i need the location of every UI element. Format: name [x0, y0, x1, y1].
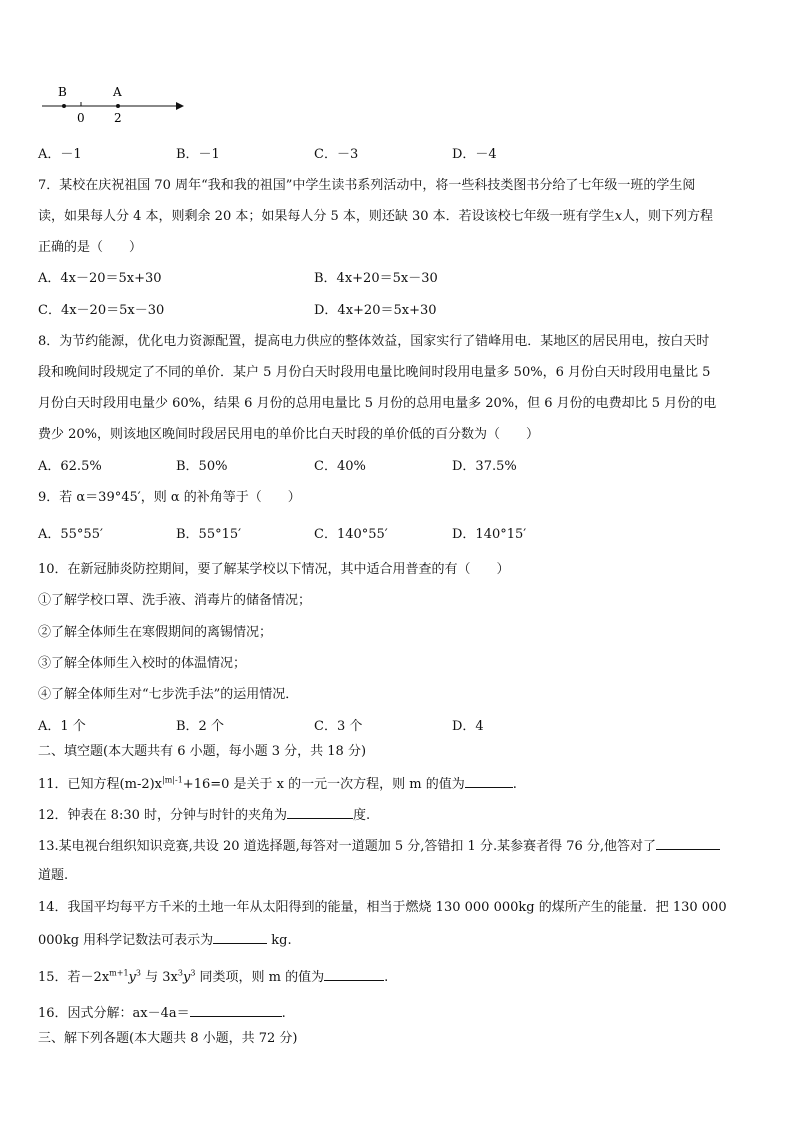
q11-stem	[38, 774, 758, 794]
q10-option-a: A．1 个	[38, 719, 86, 734]
q14-answer-blank[interactable]	[213, 930, 267, 944]
q14-stem-line-2	[38, 930, 758, 950]
q16-text: 16．因式分解：ax－4a＝	[38, 1006, 190, 1021]
q7-stem-text: 读，如果每人分 4 本，则剩余 20 本；如果每人分 5 本，则还缺 30 本．若设该校七年级一班有学生	[38, 209, 615, 224]
number-line-arrow-icon	[176, 102, 184, 110]
q6-option-d: D．－4	[452, 147, 497, 162]
q11-answer-blank[interactable]	[465, 774, 513, 788]
q7-stem-line-2	[38, 208, 758, 226]
q14-text: 000kg 用科学记数法可表示为	[38, 933, 214, 948]
q6-option-a: A．－1	[38, 147, 82, 162]
q7-stem-line-1: 7．某校在庆祝祖国 70 周年“我和我的祖国”中学生读书系列活动中，将一些科技类图书分给了七年级一班的学生阅	[38, 178, 696, 193]
q11-text: 11．已知方程(m-2)x	[38, 777, 163, 792]
q10-option-d: D．4	[452, 719, 484, 734]
q16-answer-blank[interactable]	[190, 1003, 282, 1017]
q11-end: .	[512, 777, 517, 792]
tick-zero-label: 0	[77, 111, 85, 125]
point-a	[116, 104, 120, 108]
q13-answer-blank[interactable]	[656, 836, 720, 850]
point-a-label: A	[113, 85, 122, 99]
q8-option-a: A．62.5%	[38, 459, 102, 474]
q15-exp-1: m+1	[109, 968, 129, 978]
q7-option-c: C．4x－20＝5x－30	[38, 303, 165, 318]
q15-mid: 与 3x	[141, 970, 178, 985]
q14-end: kg.	[267, 933, 292, 948]
q10-item-4: ④了解全体师生对“七步洗手法”的运用情况．	[38, 687, 299, 702]
q10-option-c: C．3 个	[314, 719, 363, 734]
q9-stem: 9．若 α＝39°45′，则 α 的补角等于（ ）	[38, 490, 301, 505]
q16-end: .	[281, 1006, 286, 1021]
q8-stem-line-1: 8．为节约能源，优化电力资源配置，提高电力供应的整体效益，国家实行了错峰用电．某地区的居民用电，按白天时	[38, 334, 710, 349]
q13-stem-line-2: 道题.	[38, 868, 69, 883]
section-2-heading: 二、填空题(本大题共有 6 小题，每小题 3 分，共 18 分)	[38, 744, 367, 759]
q11-exponent: |m|-1	[162, 775, 183, 785]
q15-stem	[38, 967, 758, 987]
number-line-figure	[38, 82, 188, 126]
q10-item-3: ③了解全体师生入校时的体温情况；	[38, 656, 247, 671]
q10-item-2: ②了解全体师生在寒假期间的离锡情况；	[38, 625, 273, 640]
q12-end: 度.	[353, 808, 371, 823]
q6-option-b: B．－1	[176, 147, 220, 162]
q8-stem-line-4: 费少 20%，则该地区晚间时段居民用电的单价比白天时段的单价低的百分数为（ ）	[38, 427, 540, 442]
q10-item-1: ①了解学校口罩、洗手液、消毒片的储备情况；	[38, 593, 312, 608]
q9-option-c: C．140°55′	[314, 527, 388, 542]
q9-option-b: B．55°15′	[176, 527, 242, 542]
q14-stem-line-1: 14．我国平均每平方千米的土地一年从太阳得到的能量，相当于燃烧 130 000 000kg 的煤所产生的能量．把 130 000	[38, 900, 727, 915]
point-b-label: B	[58, 85, 67, 99]
q15-y2: y	[182, 970, 191, 985]
q12-answer-blank[interactable]	[287, 805, 353, 819]
q12-text: 12．钟表在 8:30 时，分钟与时针的夹角为	[38, 808, 287, 823]
q9-option-a: A．55°55′	[38, 527, 103, 542]
q8-option-c: C．40%	[314, 459, 366, 474]
q15-text: 15．若－2x	[38, 970, 110, 985]
q7-stem-line-3: 正确的是（ ）	[38, 240, 143, 255]
q7-option-b: B．4x+20＝5x－30	[314, 271, 438, 286]
q7-option-d: D．4x+20＝5x+30	[314, 303, 437, 318]
q15-exp-4: 3	[190, 968, 196, 978]
q7-variable: x	[614, 209, 623, 224]
q12-stem	[38, 805, 758, 825]
q11-text-rest: +16=0 是关于 x 的一元一次方程，则 m 的值为	[182, 777, 465, 792]
q8-stem-line-3: 月份白天时段用电量少 60%，结果 6 月份的总用电量比 5 月份的总用电量多 20%，但 6 月份的电费却比 5 月份的电	[38, 396, 717, 411]
q13-stem-line-1	[38, 836, 758, 856]
q8-option-b: B．50%	[176, 459, 228, 474]
point-b	[62, 104, 66, 108]
q9-option-d: D．140°15′	[452, 527, 527, 542]
q8-option-d: D．37.5%	[452, 459, 517, 474]
section-3-heading: 三、解下列各题(本大题共 8 小题，共 72 分)	[38, 1031, 298, 1046]
q7-stem-text-end: 人，则下列方程	[622, 209, 714, 224]
q15-end: .	[384, 970, 389, 985]
q15-answer-blank[interactable]	[324, 967, 384, 981]
q13-text: 13.某电视台组织知识竞赛,共设 20 道选择题,每答对一道题加 5 分,答错扣 1 分.某参赛者得 76 分,他答对了	[38, 839, 657, 854]
tick-two-label: 2	[114, 111, 122, 125]
q15-text-rest: 同类项，则 m 的值为	[195, 970, 325, 985]
q15-exp-3: 3	[177, 968, 183, 978]
q15-exp-2: 3	[135, 968, 141, 978]
q10-stem: 10．在新冠肺炎防控期间，要了解某学校以下情况，其中适合用普查的有（ ）	[38, 562, 510, 577]
q8-stem-line-2: 段和晚间时段规定了不同的单价．某户 5 月份白天时段用电量比晚间时段用电量多 50%，6 月份白天时段用电量比 5	[38, 365, 711, 380]
q10-option-b: B．2 个	[176, 719, 224, 734]
q7-option-a: A．4x－20＝5x+30	[38, 271, 162, 286]
q15-y1: y	[128, 970, 136, 985]
q6-option-c: C．－3	[314, 147, 359, 162]
q16-stem	[38, 1003, 758, 1023]
